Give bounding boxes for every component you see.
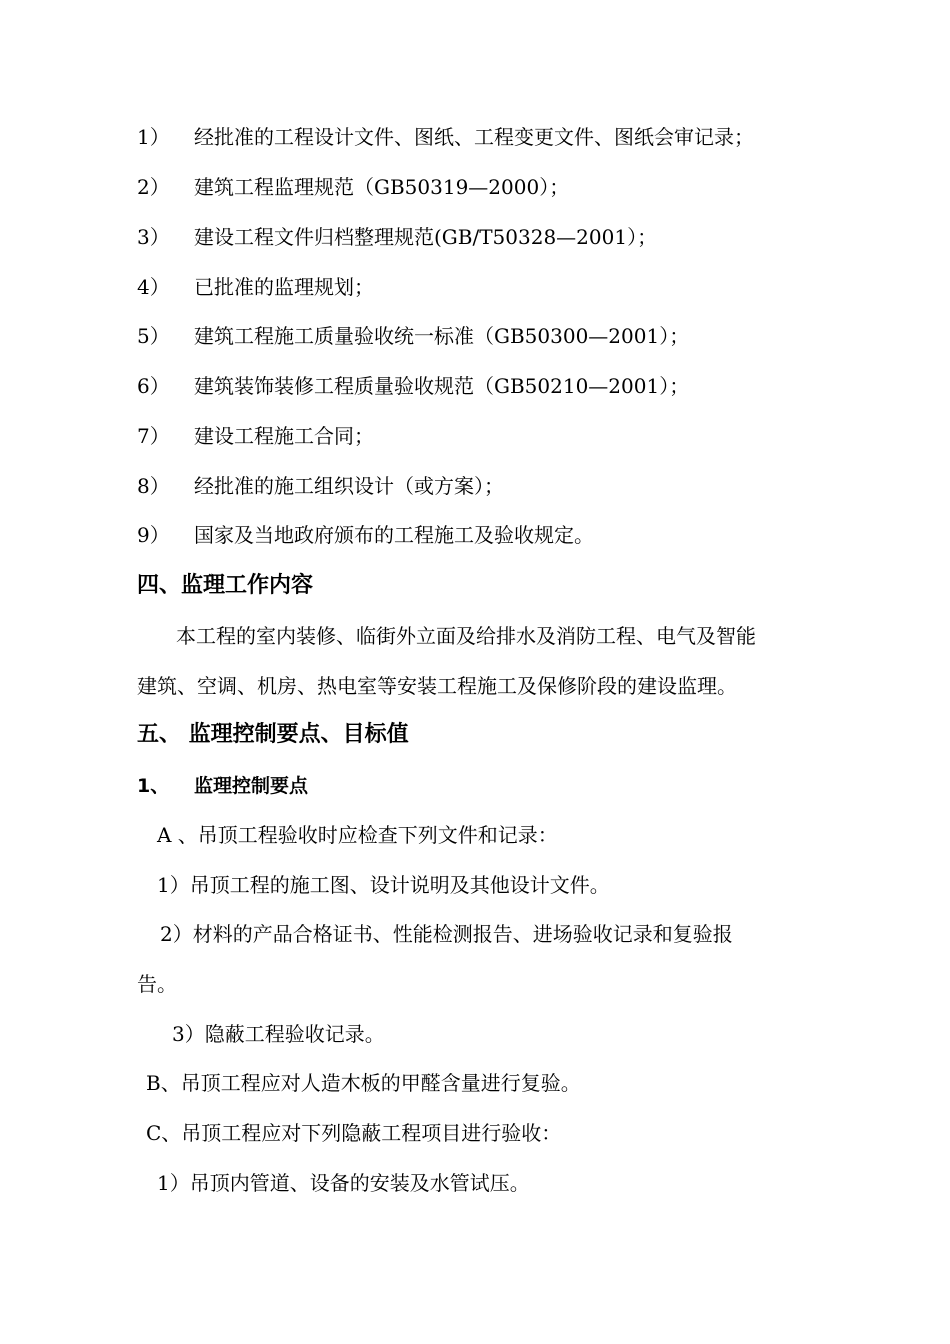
list-item-text: 建设工程施工合同； — [194, 424, 374, 448]
list-item-number: 6） — [137, 374, 170, 398]
paragraph-line: A 、吊顶工程验收时应检查下列文件和记录： — [157, 823, 558, 847]
paragraph-line: 建筑、空调、机房、热电室等安装工程施工及保修阶段的建设监理。 — [137, 674, 737, 698]
paragraph-line: C、吊顶工程应对下列隐蔽工程项目进行验收： — [146, 1121, 562, 1145]
list-item — [137, 373, 689, 399]
paragraph-line: 1）吊顶工程的施工图、设计说明及其他设计文件。 — [157, 873, 610, 897]
list-item — [137, 224, 657, 250]
list-item-text: 建设工程文件归档整理规范(GB/T50328—2001）； — [194, 225, 658, 249]
list-item-number: 4） — [137, 275, 170, 299]
list-item-text: 国家及当地政府颁布的工程施工及验收规定。 — [194, 523, 594, 547]
list-item — [137, 522, 594, 548]
paragraph-line: 3）隐蔽工程验收记录。 — [172, 1022, 385, 1046]
list-item-text: 经批准的工程设计文件、图纸、工程变更文件、图纸会审记录； — [194, 125, 754, 149]
subsection-title: 监理控制要点 — [194, 775, 309, 797]
list-item-text: 建筑工程监理规范（GB50319—2000）； — [194, 175, 570, 199]
list-item-text: 建筑工程施工质量验收统一标准（GB50300—2001）； — [194, 324, 690, 348]
paragraph-line: B、吊顶工程应对人造木板的甲醛含量进行复验。 — [146, 1071, 581, 1095]
list-item-number: 9） — [137, 523, 170, 547]
list-item-text: 经批准的施工组织设计（或方案）； — [194, 474, 504, 498]
paragraph-line: 2）材料的产品合格证书、性能检测报告、进场验收记录和复验报 — [160, 922, 733, 946]
list-item — [137, 174, 569, 200]
list-item-text: 已批准的监理规划； — [194, 275, 374, 299]
list-item-number: 3） — [137, 225, 170, 249]
list-item — [137, 274, 374, 300]
list-item-number: 8） — [137, 474, 170, 498]
list-item — [137, 423, 374, 449]
list-item — [137, 323, 689, 349]
section-heading: 四、监理工作内容 — [137, 573, 314, 598]
list-item-number: 2） — [137, 175, 170, 199]
subsection-number: 1、 — [137, 775, 170, 797]
list-item-number: 7） — [137, 424, 170, 448]
subsection-heading — [137, 773, 308, 799]
list-item-number: 5） — [137, 324, 170, 348]
list-item — [137, 473, 504, 499]
list-item-text: 建筑装饰装修工程质量验收规范（GB50210—2001）； — [194, 374, 690, 398]
paragraph-line: 告。 — [137, 972, 177, 996]
list-item-number: 1） — [137, 125, 170, 149]
section-heading: 五、 监理控制要点、目标值 — [137, 722, 409, 747]
list-item — [137, 124, 754, 150]
paragraph-line: 1）吊顶内管道、设备的安装及水管试压。 — [157, 1171, 530, 1195]
paragraph-line: 本工程的室内装修、临街外立面及给排水及消防工程、电气及智能 — [176, 624, 756, 648]
